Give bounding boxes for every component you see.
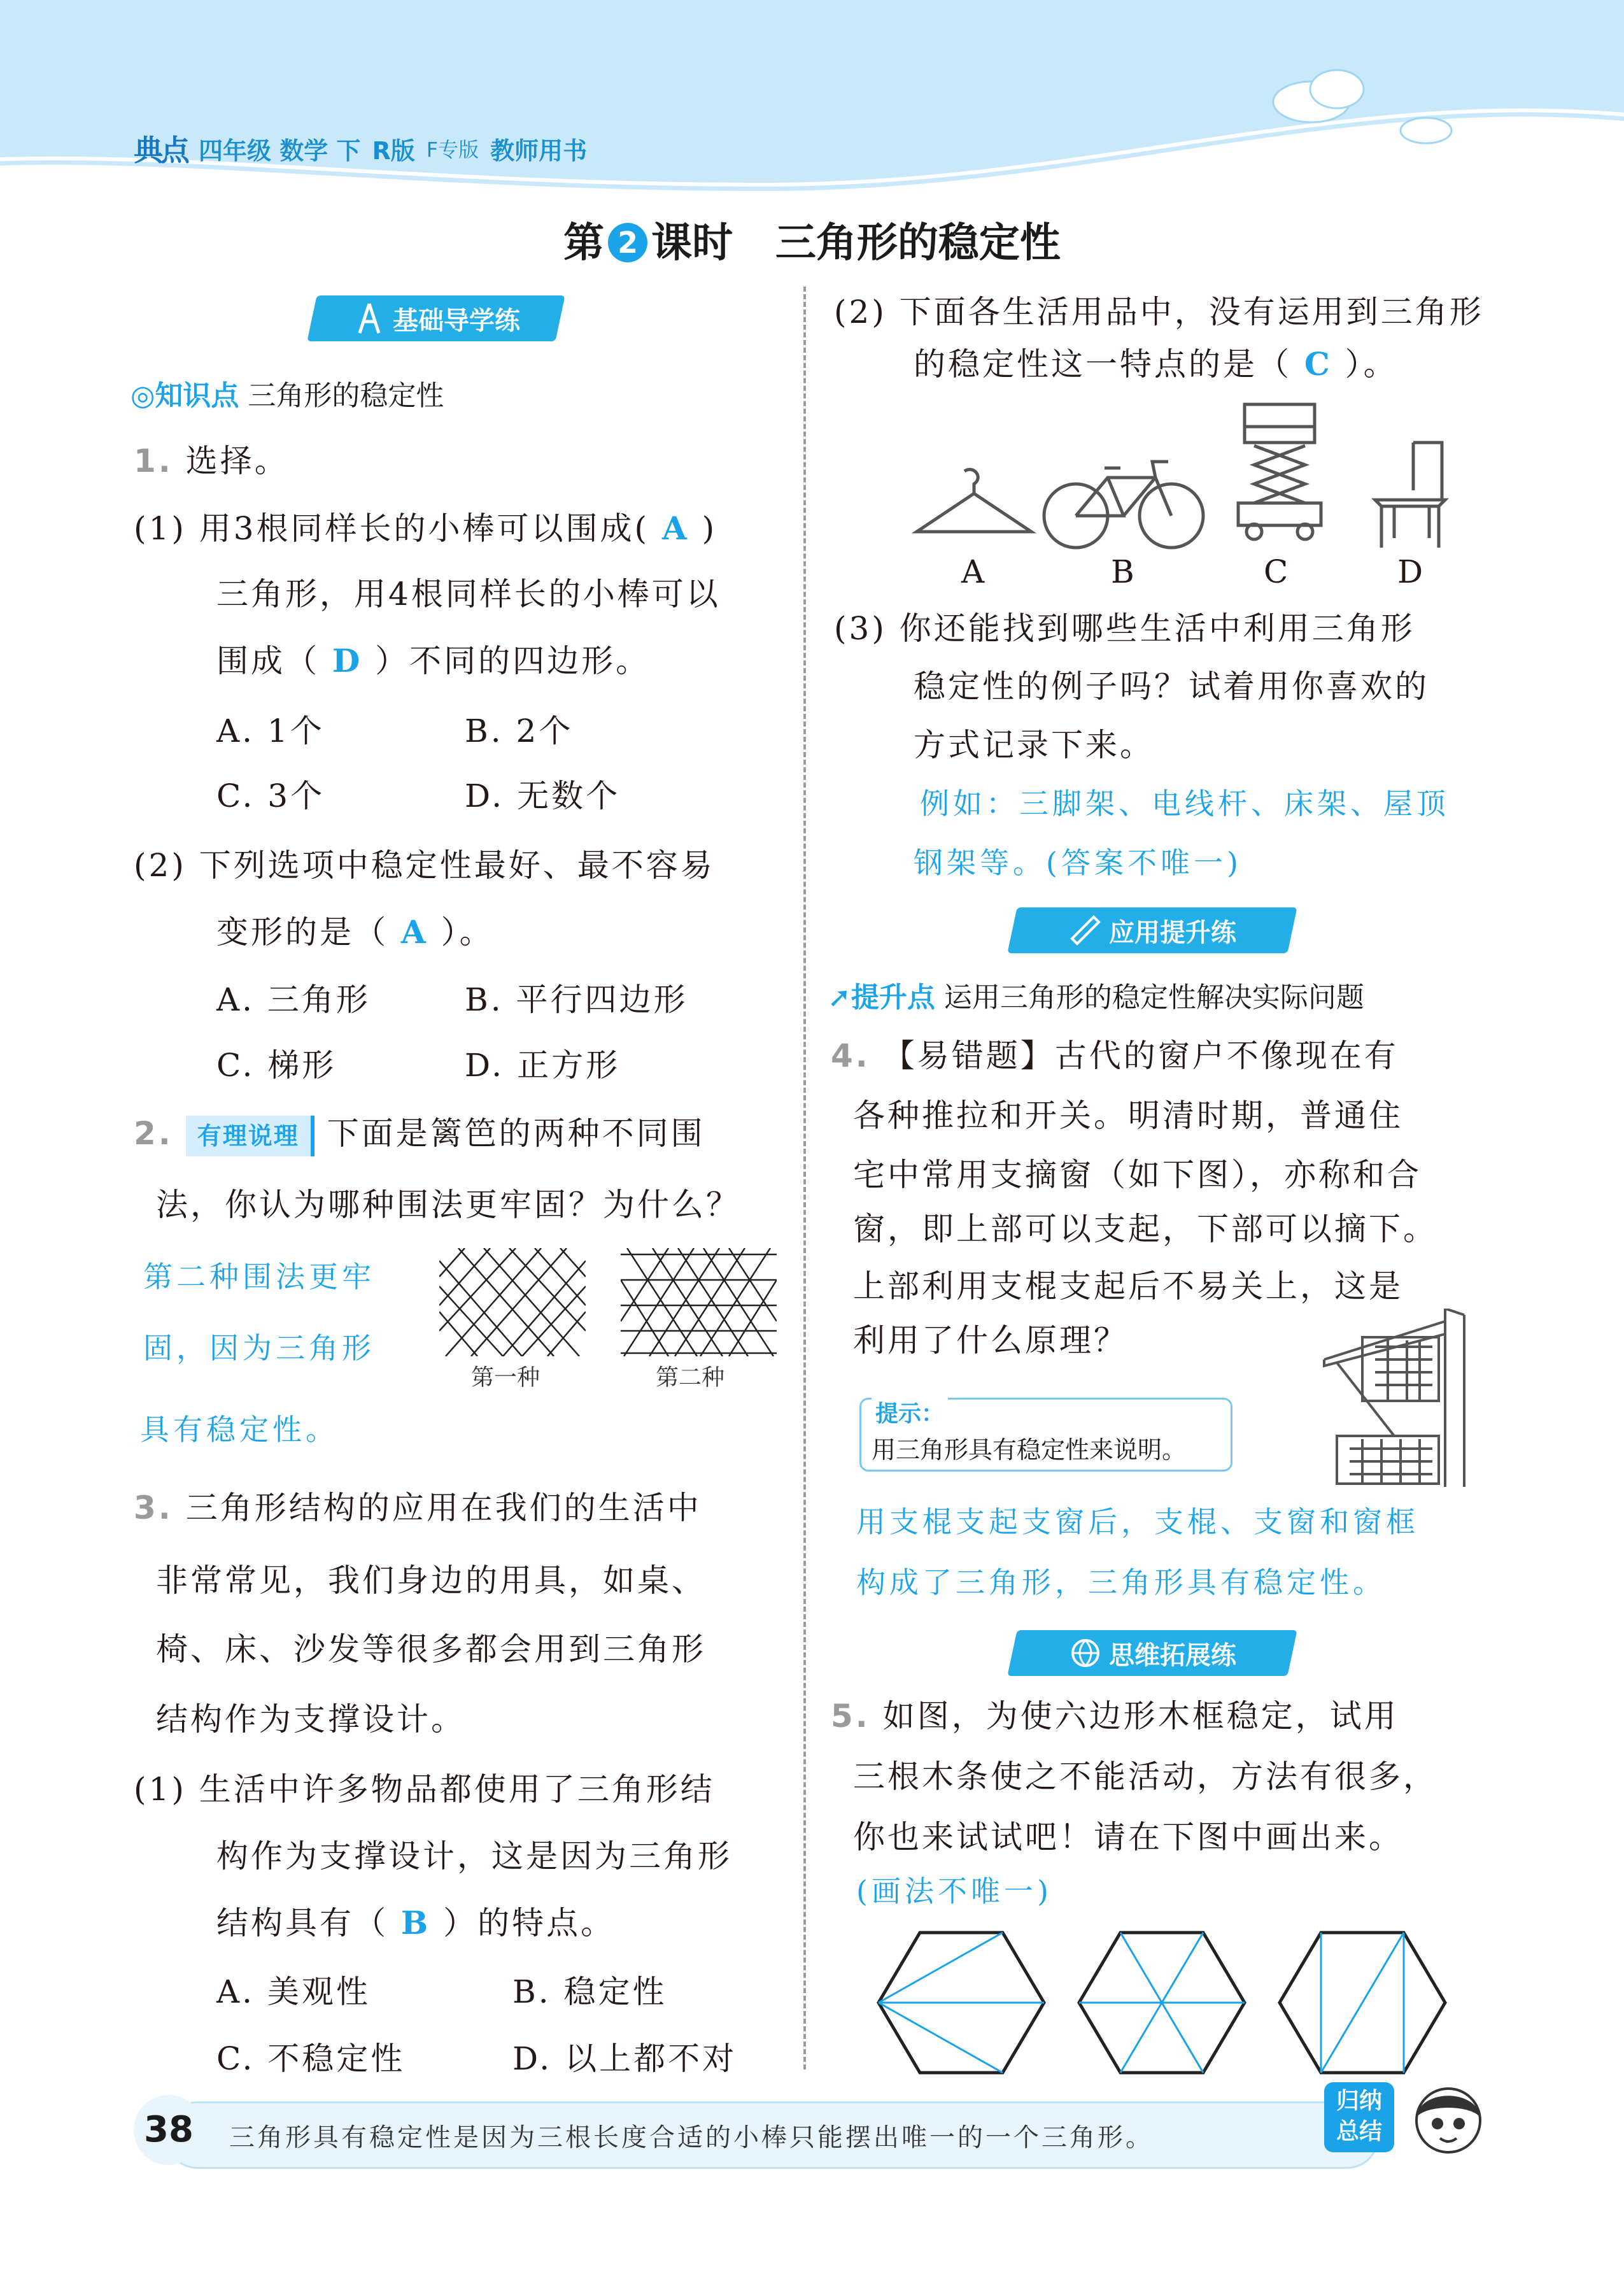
knowledge-point: ◎知识点 三角形的稳定性 bbox=[131, 380, 444, 412]
bicycle-icon bbox=[1041, 446, 1206, 554]
lift-point: ➚提升点 运用三角形的稳定性解决实际问题 bbox=[828, 981, 1364, 1014]
window-illustration bbox=[1318, 1309, 1477, 1487]
book-type: 教师用书 bbox=[490, 136, 588, 165]
book-brand bbox=[134, 127, 587, 169]
edition: R版 bbox=[372, 136, 415, 165]
lesson-title: 第 2 课时 三角形的稳定性 bbox=[563, 220, 1061, 267]
q3-2-answer: C bbox=[1304, 345, 1332, 383]
chair-icon bbox=[1369, 439, 1451, 551]
q1-1-answer-2: D bbox=[332, 642, 363, 679]
hanger-icon bbox=[910, 465, 1038, 548]
fence-diagram-1 bbox=[439, 1248, 586, 1356]
q3-1-answer: B bbox=[400, 1904, 431, 1942]
hexagon-answer-1 bbox=[875, 1929, 1047, 2076]
special-edition: F专版 bbox=[426, 138, 479, 162]
brand-logo: 典点 bbox=[134, 133, 187, 167]
lesson-number: 2 bbox=[608, 223, 647, 262]
q1-1-answer-1: A bbox=[661, 509, 689, 547]
column-divider bbox=[803, 287, 806, 2070]
cartoon-boy-icon bbox=[1407, 2082, 1490, 2171]
section-banner-apply: 应用提升练 bbox=[1012, 907, 1292, 953]
summary-badge: 归纳 总结 bbox=[1324, 2082, 1394, 2152]
compass-icon bbox=[352, 301, 386, 336]
q1-number: 1. bbox=[134, 443, 173, 479]
hexagon-answer-3 bbox=[1276, 1929, 1448, 2076]
section-banner-basic: 基础导学练 bbox=[312, 295, 560, 341]
hexagon-answer-2 bbox=[1076, 1929, 1248, 2076]
target-icon: ◎ bbox=[131, 380, 155, 412]
hint-box: 提示： 用三角形具有稳定性来说明。 bbox=[859, 1398, 1232, 1472]
ruler-icon bbox=[1068, 913, 1103, 948]
fence-diagram-2 bbox=[621, 1248, 777, 1356]
grade-subject: 四年级 数学 下 bbox=[199, 136, 361, 165]
q1-2-answer: A bbox=[400, 913, 428, 951]
header-background bbox=[0, 0, 1624, 210]
footer-summary bbox=[0, 2082, 1624, 2178]
page-number: 38 bbox=[134, 2095, 204, 2165]
scissor-lift-icon bbox=[1232, 401, 1327, 541]
reasoning-tag: 有理说理 bbox=[186, 1116, 314, 1156]
rocket-icon: ➚ bbox=[828, 981, 851, 1014]
lesson-name: 三角形的稳定性 bbox=[775, 220, 1061, 267]
section-banner-extend: 思维拓展练 bbox=[1012, 1630, 1292, 1676]
summary-text: 三角形具有稳定性是因为三根长度合适的小棒只能摆出唯一的一个三角形。 bbox=[229, 2123, 1154, 2152]
globe-icon bbox=[1068, 1636, 1103, 1670]
